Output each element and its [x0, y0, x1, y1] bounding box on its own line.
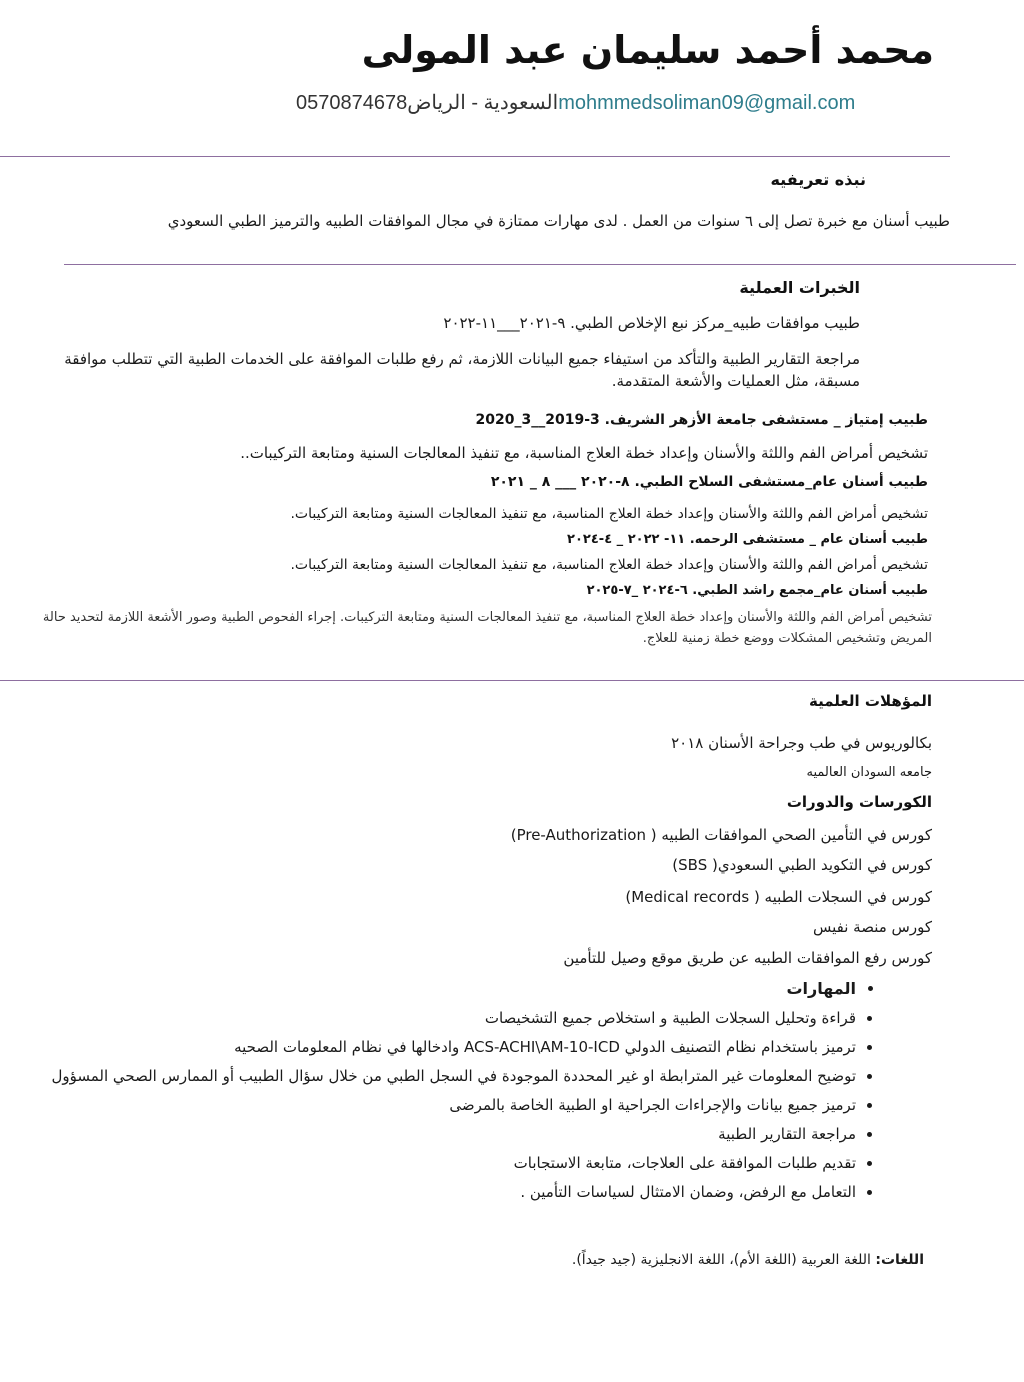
course-item: كورس منصة نفيس: [812, 918, 932, 936]
email-link[interactable]: mohmmedsoliman09@gmail.com: [558, 92, 856, 114]
degree: بكالوريوس في طب وجراحة الأسنان ٢٠١٨: [671, 734, 932, 752]
divider-2: [64, 264, 1016, 265]
university: جامعه السودان العالميه: [806, 765, 932, 780]
divider-1: [0, 156, 950, 157]
skill-item: • التعامل مع الرفض، وضمان الامتثال لسياسات التأمين .: [26, 1181, 856, 1203]
course-item: كورس في التكويد الطبي السعودي( SBS): [672, 856, 932, 874]
course-item: كورس رفع الموافقات الطبيه عن طريق موقع وصيل للتأمين: [563, 949, 932, 967]
skill-item: • تقديم طلبات الموافقة على العلاجات، متابعة الاستجابات: [26, 1152, 856, 1174]
languages-line: [572, 1252, 924, 1268]
job-2-description: تشخيص أمراض الفم واللثة والأسنان وإعداد خطة العلاج المناسبة، مع تنفيذ المعالجات السنية ومتابعة التركيبات..: [240, 444, 928, 462]
job-5-description: تشخيص أمراض الفم واللثة والأسنان وإعداد خطة العلاج المناسبة، مع تنفيذ المعالجات السنية ومتابعة التركيبات. إجراء الفحوص الطبية وصور الأشعة اللازمة لتحديد حالة المريض وتشخيص المشكلات ووضع خطة زمنية للعلاج.: [42, 610, 932, 646]
divider-3: [0, 680, 1024, 681]
skill-item: • قراءة وتحليل السجلات الطبية و استخلاص جميع التشخيصات: [26, 1007, 856, 1029]
candidate-name: محمد أحمد سليمان عبد المولى: [361, 28, 934, 72]
skill-item: • ترميز جميع بيانات والإجراءات الجراحية او الطبية الخاصة بالمرضى: [26, 1094, 856, 1116]
job-3-description: تشخيص أمراض الفم واللثة والأسنان وإعداد خطة العلاج المناسبة، مع تنفيذ المعالجات السنية ومتابعة التركيبات.: [290, 506, 928, 522]
job-3-title: طبيب أسنان عام_مستشفى السلاح الطبي. ٨-٢٠٢٠ ___ ٨ _ ٢٠٢١: [490, 474, 928, 490]
job-4-description: تشخيص أمراض الفم واللثة والأسنان وإعداد خطة العلاج المناسبة، مع تنفيذ المعالجات السنية ومتابعة التركيبات.: [290, 557, 928, 573]
languages-text: اللغة العربية (اللغة الأم)، اللغة الانجليزية (جيد جيداً).: [571, 1252, 871, 1268]
skill-item: • مراجعة التقارير الطبية: [26, 1123, 856, 1145]
job-1-description: مراجعة التقارير الطبية والتأكد من استيفاء جميع البيانات اللازمة، ثم رفع طلبات الموافقة على الخدمات الطبية التي تتطلب موافقة مسبقة، مثل العمليات والأشعة المتقدمة.: [64, 350, 860, 390]
languages-label: اللغات:: [875, 1252, 924, 1268]
job-1-title: طبيب موافقات طبيه_مركز نبع الإخلاص الطبي. ٩-٢٠٢١___١١-٢٠٢٢: [443, 314, 860, 332]
summary-title: نبذه تعريفيه: [770, 170, 866, 189]
skill-item: • ترميز باستخدام نظام التصنيف الدولي ACS-ACHI\AM-10-ICD وادخالها في نظام المعلومات الصحيه: [26, 1036, 856, 1058]
courses-title: الكورسات والدورات: [786, 793, 932, 811]
education-title: المؤهلات العلمية: [809, 692, 932, 710]
skills-title: • المهارات: [26, 978, 856, 1000]
job-4-title: طبيب أسنان عام _ مستشفى الرحمه. ١١- ٢٠٢٢ _ ٤-٢٠٢٤: [567, 532, 928, 547]
summary-text: طبيب أسنان مع خبرة تصل إلى ٦ سنوات من العمل . لدى مهارات ممتازة في مجال الموافقات الطبيه والترميز الطبي السعودي: [167, 212, 950, 230]
job-5-title: طبيب أسنان عام_مجمع راشد الطبي. ٦-٢٠٢٤ _٧-٢٠٢٥: [586, 583, 928, 598]
experience-title: الخبرات العملية: [739, 278, 860, 297]
location: السعودية - الرياض: [407, 92, 559, 114]
job-2-title: طبيب إمتياز _ مستشفى جامعة الأزهر الشريف. 3-2019__3_2020: [475, 412, 928, 428]
skills-list: [26, 978, 874, 1210]
course-item: كورس في التأمين الصحي الموافقات الطبيه ( Pre-Authorization): [510, 826, 932, 844]
contact-line: [296, 90, 855, 115]
skill-item: • توضيح المعلومات غير المترابطة او غير المحددة الموجودة في السجل الطبي من خلال سؤال الطبيب أو الممارس الصحي المسؤول: [26, 1065, 856, 1087]
course-item: كورس في السجلات الطبيه ( Medical records): [625, 888, 932, 906]
phone-number: 0570874678: [296, 92, 408, 114]
